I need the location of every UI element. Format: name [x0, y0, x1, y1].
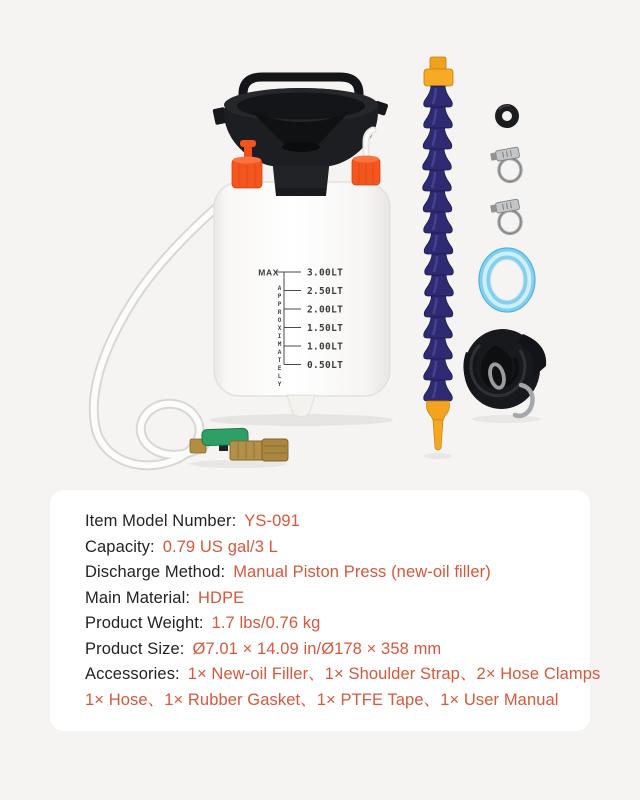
rubber-gasket — [495, 104, 519, 128]
tank-level-0_5: 0.50LT — [307, 360, 344, 371]
tank-approx-label: APPROXIMATELY — [276, 285, 283, 389]
ptfe-tape — [479, 248, 535, 312]
spec-label: Product Weight: — [85, 614, 204, 632]
shoulder-strap — [459, 324, 546, 416]
tank-level-3: 3.00LT — [307, 267, 344, 279]
spec-value: 1× New-oil Filler、1× Shoulder Strap、2× Hose Clamps — [187, 665, 601, 683]
tank-bottom-spout — [287, 395, 315, 417]
spec-label: Item Model Number: — [85, 512, 237, 530]
spec-label: Main Material: — [85, 588, 191, 607]
flex-hose-top-cap — [430, 57, 446, 70]
flex-hose-nozzle — [427, 401, 450, 450]
spec-row-accessories — [85, 662, 601, 688]
spec-value: 1.7 lbs/0.76 kg — [211, 614, 321, 632]
flexible-hose — [423, 57, 454, 450]
clear-hose — [94, 193, 233, 465]
spec-row-size — [85, 637, 566, 663]
tank-level-2: 2.00LT — [307, 304, 344, 316]
tank-level-1_5: 1.50LT — [307, 323, 344, 334]
spec-label: Product Size: — [85, 639, 185, 658]
spec-value: 1× Hose、1× Rubber Gasket、1× PTFE Tape、1× User Manual — [85, 690, 559, 709]
tank-max-label: MAX — [258, 267, 279, 278]
spec-panel — [50, 490, 601, 731]
drain-valve — [190, 428, 288, 461]
spec-value: HDPE — [198, 588, 245, 607]
right-orange-cap — [352, 156, 380, 186]
tank-level-1: 1.00LT — [307, 341, 344, 353]
spec-row-accessories-cont — [85, 688, 566, 714]
spec-row-discharge-method — [85, 560, 566, 586]
spec-row-material — [85, 586, 566, 612]
spec-label: Capacity: — [85, 537, 155, 556]
spec-label: Accessories: — [85, 665, 180, 683]
tank-level-2_5: 2.50LT — [307, 286, 344, 297]
spec-value: Manual Piston Press (new-oil filler) — [233, 563, 491, 581]
hose-clamp-2 — [490, 199, 521, 234]
spec-label: Discharge Method: — [85, 563, 226, 581]
hose-clamp-1 — [490, 147, 521, 182]
spec-value: Ø7.01 × 14.09 in/Ø178 × 358 mm — [192, 639, 442, 658]
pump-tank — [214, 182, 390, 417]
spec-row-capacity — [85, 535, 566, 561]
spec-row-model — [85, 509, 566, 535]
spec-row-weight — [85, 611, 566, 637]
spec-value: 0.79 US gal/3 L — [162, 537, 278, 556]
spec-value: YS-091 — [244, 512, 300, 530]
